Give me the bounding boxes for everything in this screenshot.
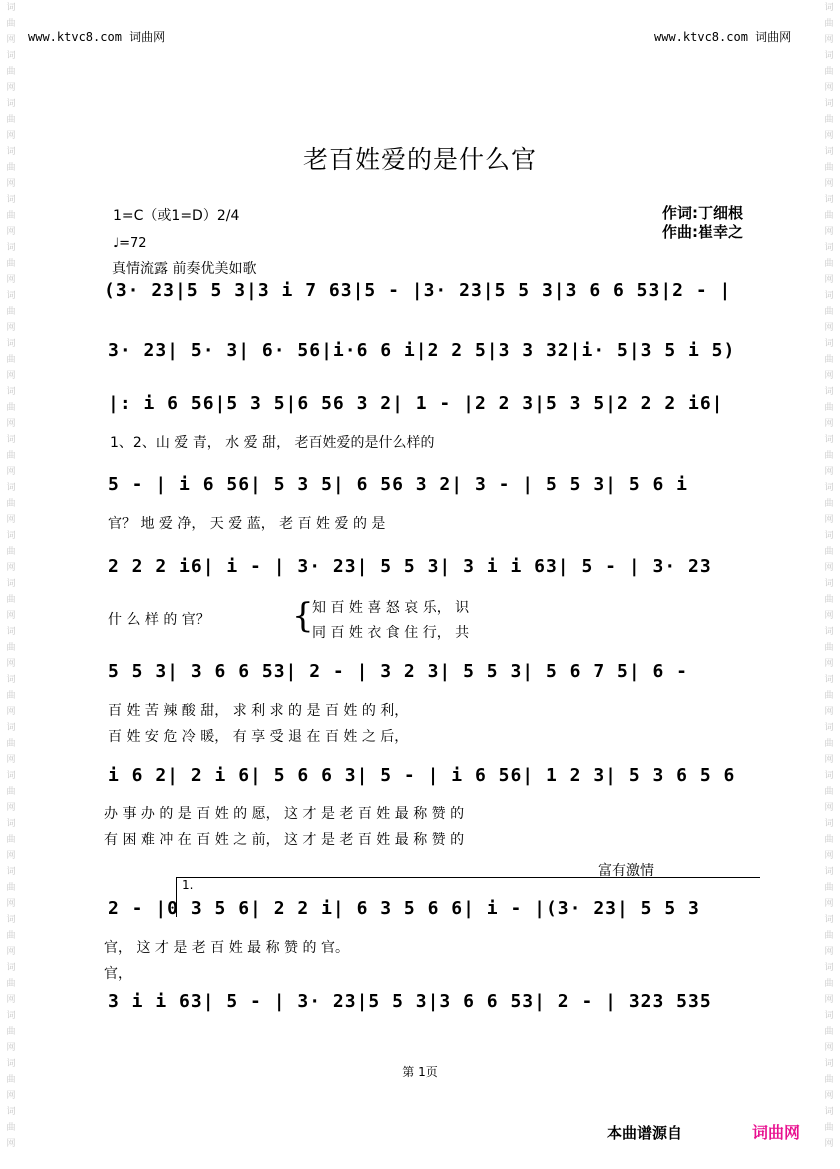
- score-row-4: 5 - | i 6 56| 5 3 5| 6 56 3 2| 3 - | 5 5 3| 5 6 i: [108, 474, 689, 495]
- lyric-row-7-line-2: 有 困 难 冲 在 百 姓 之 前， 这 才 是 老 百 姓 最 称 赞 的: [104, 832, 465, 848]
- lyric-row-7-line-1: 办 事 办 的 是 百 姓 的 愿， 这 才 是 老 百 姓 最 称 赞 的: [104, 806, 465, 822]
- lyric-row-8-line-1: 官， 这 才 是 老 百 姓 最 称 赞 的 官。: [104, 940, 349, 956]
- lyric-row-3: 1、2、山 爱 青， 水 爱 甜， 老百姓爱的是什么样的: [110, 435, 435, 451]
- page-number: 第 1页: [402, 1065, 438, 1079]
- lyric-row-5: 什 么 样 的 官？: [108, 612, 210, 628]
- tempo-marking: ♩=72: [113, 236, 147, 251]
- score-row-6: 5 5 3| 3 6 6 53| 2 - | 3 2 3| 5 5 3| 5 6 7 5| 6 -: [108, 661, 689, 682]
- footer-site-link[interactable]: 词曲网: [752, 1123, 801, 1142]
- lyric-row-8-line-2: 官，: [104, 966, 132, 982]
- lyric-row-5-verse-a: 知 百 姓 喜 怒 哀 乐， 识: [312, 600, 470, 616]
- score-row-1: (3· 23|5 5 3|3 i 7 63|5 - |3· 23|5 5 3|3 6 6 53|2 - |: [104, 280, 732, 301]
- score-row-7: i 6 2| 2 i 6| 5 6 6 3| 5 - | i 6 56| 1 2 3| 5 3 6 5 6: [108, 765, 736, 786]
- lyricist-credit: 作词:丁细根: [662, 204, 743, 222]
- expression-passionate: 富有激情: [598, 863, 654, 879]
- key-signature: 1=C（或1=D）2/4: [113, 208, 240, 224]
- song-title: 老百姓爱的是什么官: [302, 145, 537, 174]
- watermark-url-left: www.ktvc8.com 词曲网: [28, 30, 166, 44]
- score-row-3: |: i 6 56|5 3 5|6 56 3 2| 1 - |2 2 3|5 3 5|2 2 2 i6|: [108, 393, 724, 414]
- lyric-row-5-verse-b: 同 百 姓 衣 食 住 行， 共: [312, 625, 470, 641]
- score-row-9: 3 i i 63| 5 - | 3· 23|5 5 3|3 6 6 53| 2 - | 323 535: [108, 991, 712, 1012]
- volta-label: 1.: [182, 878, 194, 892]
- verse-brace: {: [292, 596, 314, 636]
- lyric-row-4: 官？ 地 爱 净， 天 爱 蓝， 老 百 姓 爱 的 是: [108, 516, 386, 532]
- watermark-side-left: 词曲网词曲网词曲网词曲网词曲网词曲网词曲网词曲网词曲网词曲网词曲网词曲网词曲网词曲网词曲网词曲网词曲网词曲网词曲网词曲网词曲网词曲网词曲网词曲网: [6, 3, 16, 1149]
- score-row-8: 2 - |0 3 5 6| 2 2 i| 6 3 5 6 6| i - |(3· 23| 5 5 3: [108, 898, 700, 919]
- footer-source-text: 本曲谱源自: [607, 1124, 683, 1142]
- score-row-5: 2 2 2 i6| i - | 3· 23| 5 5 3| 3 i i 63| 5 - | 3· 23: [108, 556, 712, 577]
- volta-line: [176, 877, 760, 878]
- lyric-row-6-line-1: 百 姓 苦 辣 酸 甜， 求 利 求 的 是 百 姓 的 利，: [108, 703, 409, 719]
- score-row-2: 3· 23| 5· 3| 6· 56|i·6 6 i|2 2 5|3 3 32|i· 5|3 5 i 5): [108, 340, 736, 361]
- watermark-url-right: www.ktvc8.com 词曲网: [654, 30, 792, 44]
- expression-intro: 真情流露 前奏优美如歌: [112, 261, 257, 277]
- watermark-side-right: 词曲网词曲网词曲网词曲网词曲网词曲网词曲网词曲网词曲网词曲网词曲网词曲网词曲网词曲网词曲网词曲网词曲网词曲网词曲网词曲网词曲网词曲网词曲网词曲网: [824, 3, 834, 1149]
- lyric-row-6-line-2: 百 姓 安 危 冷 暖， 有 享 受 退 在 百 姓 之 后，: [108, 729, 409, 745]
- composer-credit: 作曲:崔幸之: [662, 223, 743, 241]
